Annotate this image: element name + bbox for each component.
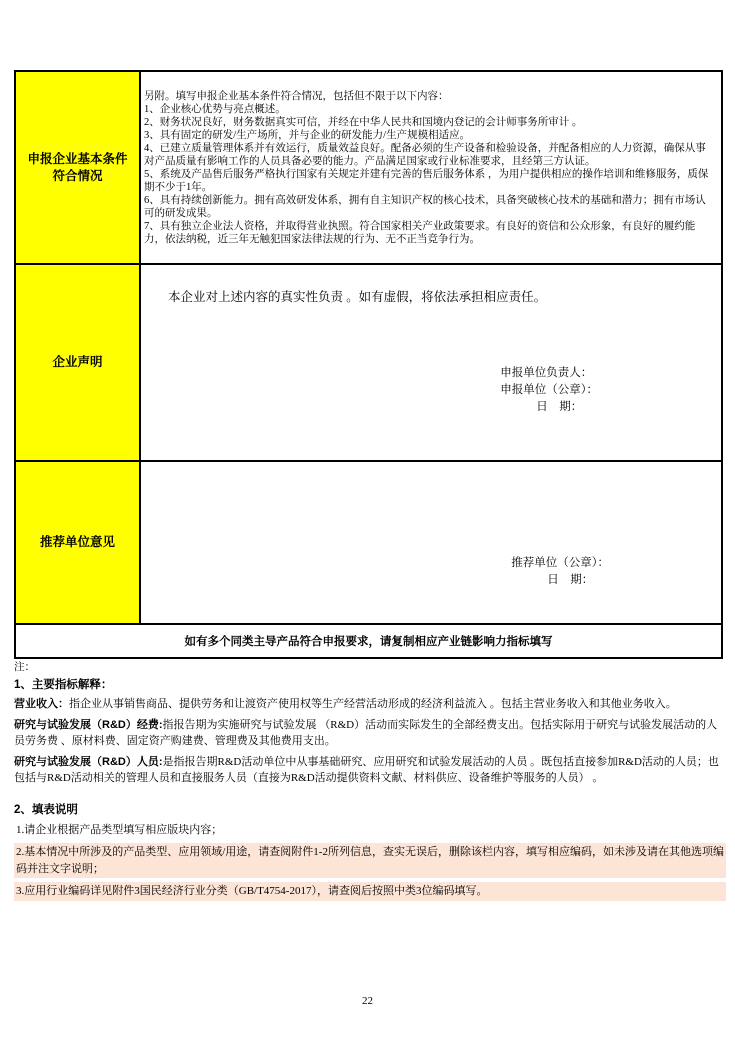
condition-line: 2、财务状况良好，财务数据真实可信，并经在中华人民共和国境内登记的会计师事务所审计 。 [144, 117, 583, 128]
condition-line: 5、系统及产品售后服务严格执行国家有关规定并建有完善的售后服务体系 ，为用户提供相应的操作培训和维修服务，质保期不少于1年。 [144, 169, 709, 193]
definition-rd-personnel [14, 754, 726, 787]
declaration-label-cell [16, 265, 141, 460]
definition-term: 研究与试验发展（R&D）经费: [14, 718, 163, 731]
fill-instruction-3: 3.应用行业编码详见附件3国民经济行业分类（GB/T4754-2017），请查阅后按照中类3位编码填写。 [14, 882, 726, 901]
signature-line-seal: 申报单位（公章）： [500, 384, 598, 396]
definition-rd-expense [14, 717, 726, 750]
recommendation-content-cell [141, 462, 721, 623]
fill-instruction-1: 1.请企业根据产品类型填写相应版块内容； [16, 823, 223, 836]
conditions-row [16, 72, 721, 265]
definition-text: 指企业从事销售商品、提供劳务和让渡资产使用权等生产经营活动形成的经济利益流入 。包括主营业务收入和其他业务收入。 [69, 698, 677, 710]
notes-section1-title: 1、主要指标解释： [14, 679, 113, 691]
declaration-statement: 本企业对上述内容的真实性负责 。如有虚假，将依法承担相应责任。 [168, 290, 547, 304]
declaration-content-cell [141, 265, 721, 460]
condition-line: 7、具有独立企业法人资格，并取得营业执照。符合国家相关产业政策要求。有良好的资信和公众形象，有良好的履约能力，依法纳税，近三年无触犯国家法律法规的行为、无不正当竞争行为。 [144, 221, 696, 245]
declaration-label: 企业声明 [52, 355, 103, 369]
fill-instruction-2: 2.基本情况中所涉及的产品类型、应用领域/用途，请查阅附件1-2所列信息，查实无误后，删除该栏内容，填写相应编码，如未涉及请在其他选项编码并注文字说明； [14, 843, 726, 878]
notes-label: 注： [14, 662, 35, 673]
table-footer-note-row [16, 625, 721, 657]
signature-line-responsible: 申报单位负责人： [500, 367, 593, 379]
table-footer-note: 如有多个同类主导产品符合申报要求，请复制相应产业链影响力指标填写 [184, 636, 553, 648]
signature-line-date: 日 期： [536, 401, 583, 413]
conditions-content-cell [141, 72, 721, 263]
definition-term: 营业收入： [14, 698, 69, 710]
declaration-form-table [14, 70, 723, 659]
condition-line: 3、具有固定的研发/生产场所，并与企业的研发能力/生产规模相适应。 [144, 130, 471, 141]
notes-section [14, 661, 726, 901]
declaration-signature-block [500, 365, 598, 416]
condition-line: 另附。填写申报企业基本条件符合情况，包括但不限于以下内容： [144, 91, 449, 102]
condition-line: 6、具有持续创新能力。拥有高效研发体系，拥有自主知识产权的核心技术，具备突破核心技术的基础和潜力；拥有市场认可的研发成果。 [144, 195, 706, 219]
definition-text: 是指报告期R&D活动单位中从事基础研究、应用研究和试验发展活动的人员 。既包括直接参加R&D活动的人员；也包括与R&D活动相关的管理人员和直接服务人员（直接为R&D活动提供资料文献、材料供应、设备维护等服务的人员） 。 [14, 755, 719, 784]
recommendation-label-cell [16, 462, 141, 623]
definition-revenue [14, 696, 726, 713]
page-number: 22 [362, 995, 373, 1007]
recommendation-label: 推荐单位意见 [39, 535, 115, 549]
definition-text: 指报告期为实施研究与试验发展 （R&D）活动而实际发生的全部经费支出。包括实际用于研究与试验发展活动的人员劳务费 、原材料费、固定资产购建费、管理费及其他费用支出。 [14, 718, 718, 747]
conditions-label-cell [16, 72, 141, 263]
definition-term: 研究与试验发展（R&D）人员: [14, 755, 163, 768]
signature-line-seal: 推荐单位（公章）： [511, 557, 609, 569]
recommendation-signature-block [511, 555, 609, 589]
recommendation-row [16, 462, 721, 625]
conditions-label: 申报企业基本条件符合情况 [27, 151, 128, 183]
signature-line-date: 日 期： [547, 574, 594, 586]
notes-section2-title: 2、填表说明 [14, 803, 78, 816]
conditions-text [141, 72, 721, 246]
condition-line: 1、企业核心优势与亮点概述。 [144, 104, 286, 115]
declaration-row [16, 265, 721, 462]
condition-line: 4、已建立质量管理体系并有效运行，质量效益良好。配备必须的生产设备和检验设备，并配备相应的人力资源，确保从事对产品质量有影响工作的人员具备必要的能力。产品满足国家或行业标准要求，且经第三方认证。 [144, 143, 706, 167]
